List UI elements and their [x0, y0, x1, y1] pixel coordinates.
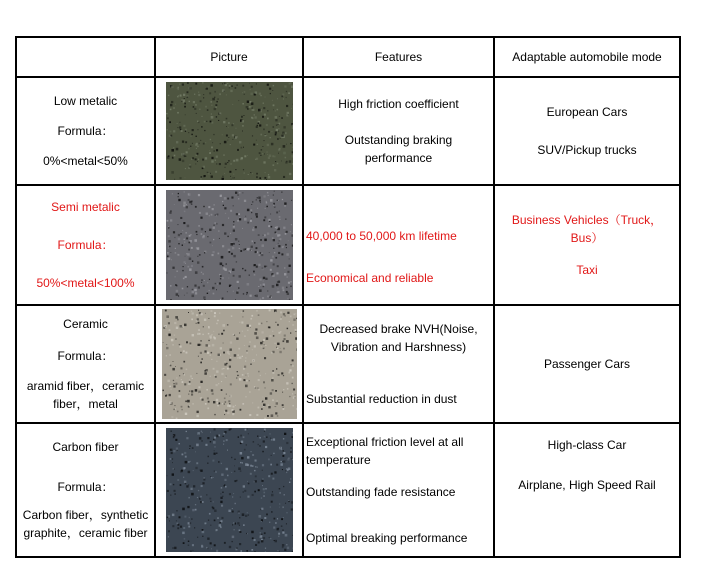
feature-item: Outstanding fade resistance	[306, 485, 456, 499]
modes-cell	[494, 77, 680, 185]
mode-item: Taxi	[576, 263, 598, 277]
formula-label: Formula：	[57, 349, 114, 363]
formula-value: 0%<metal<50%	[43, 154, 128, 168]
feature-item: Optimal breaking performance	[306, 531, 468, 545]
material-name: Low metalic	[53, 94, 118, 108]
material-cell	[16, 305, 155, 423]
feature-item: Outstanding braking performance	[344, 133, 453, 165]
table-row-ceramic	[16, 305, 680, 423]
features-cell	[303, 305, 494, 423]
header-modes: Adaptable automobile mode	[494, 37, 680, 77]
mode-item: Business Vehicles（Truck，Bus）	[511, 213, 663, 245]
modes-cell	[494, 305, 680, 423]
picture-cell	[155, 423, 303, 557]
formula-value: Carbon fiber，synthetic graphite，ceramic fiber	[22, 508, 149, 540]
header-features: Features	[303, 37, 494, 77]
feature-item: High friction coefficient	[338, 97, 459, 111]
mode-item: Passenger Cars	[543, 357, 631, 371]
brake-pad-comparison-table	[15, 36, 681, 558]
texture-image	[162, 309, 297, 419]
feature-item: Exceptional friction level at all temperature	[306, 435, 464, 467]
feature-item: Economical and reliable	[306, 271, 434, 285]
features-cell	[303, 185, 494, 305]
table-row-semi-metalic	[16, 185, 680, 305]
picture-cell	[155, 305, 303, 423]
feature-item: 40,000 to 50,000 km lifetime	[306, 229, 457, 243]
picture-cell	[155, 185, 303, 305]
texture-image	[166, 428, 293, 552]
material-name: Semi metalic	[51, 200, 120, 214]
header-row	[16, 37, 680, 77]
formula-value: aramid fiber，ceramic fiber，metal	[26, 379, 145, 411]
mode-item: SUV/Pickup trucks	[537, 143, 637, 157]
feature-item: Substantial reduction in dust	[306, 392, 457, 406]
mode-item: European Cars	[546, 105, 628, 119]
formula-label: Formula：	[57, 480, 114, 494]
feature-item: Decreased brake NVH(Noise, Vibration and Harshness)	[319, 322, 478, 354]
texture-image	[166, 190, 293, 300]
material-cell	[16, 185, 155, 305]
formula-label: Formula：	[57, 124, 114, 138]
features-cell	[303, 423, 494, 557]
features-cell	[303, 77, 494, 185]
formula-label: Formula：	[57, 238, 114, 252]
header-picture: Picture	[155, 37, 303, 77]
material-name: Carbon fiber	[52, 440, 119, 454]
table-row-carbon-fiber	[16, 423, 680, 557]
material-cell	[16, 423, 155, 557]
texture-image	[166, 82, 293, 180]
mode-item: High-class Car	[547, 438, 627, 452]
material-name: Ceramic	[63, 317, 108, 331]
material-cell	[16, 77, 155, 185]
formula-value: 50%<metal<100%	[36, 276, 135, 290]
modes-cell	[494, 423, 680, 557]
modes-cell	[494, 185, 680, 305]
picture-cell	[155, 77, 303, 185]
header-empty	[16, 37, 155, 77]
table-row-low-metalic	[16, 77, 680, 185]
mode-item: Airplane, High Speed Rail	[518, 478, 656, 492]
